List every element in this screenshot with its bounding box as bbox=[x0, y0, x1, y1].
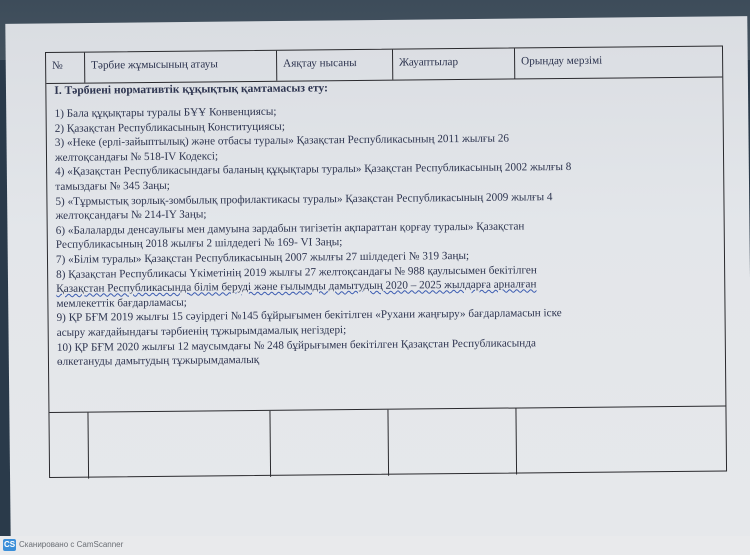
header-activity-name: Тәрбие жұмысының атауы bbox=[84, 51, 276, 83]
list-item: мемлекеттік бағдарламасы; bbox=[56, 296, 187, 310]
list-item: 2) Қазақстан Республикасының Конституциясы; bbox=[54, 120, 285, 135]
header-number: № bbox=[52, 59, 63, 72]
header-deadline: Орындау мерзімі bbox=[514, 46, 724, 78]
header-responsible: Жауаптылар bbox=[392, 48, 514, 79]
list-item: 8) Қазақстан Республикасы Үкіметінің 2019 жылғы 27 желтоқсандағы № 988 қаулысымен бекітілген bbox=[56, 263, 537, 281]
cell-divider bbox=[515, 408, 517, 474]
list-item: Қазақстан Республикасында білім беруді және ғылымды дамытудың 2020 – 2025 жылдарға арналған bbox=[56, 278, 537, 296]
scanner-watermark-text: Сканировано с CamScanner bbox=[19, 540, 124, 549]
plan-table bbox=[45, 45, 727, 477]
list-item: асыру жағдайындағы тәрбиенің тұжырымдамалық негіздері; bbox=[56, 324, 347, 339]
list-item: 1) Бала құқықтары туралы БҰҰ Конвенциясы; bbox=[54, 105, 277, 120]
list-item: 3) «Неке (ерлі-зайыптылық) және отбасы туралы» Қазақстан Республикасының 2011 жылғы 26 bbox=[54, 132, 510, 150]
list-item: өлкетануды дамытудың тұжырымдамалық bbox=[56, 354, 260, 368]
header-completion-form: Аяқтау нысаны bbox=[276, 50, 392, 81]
list-item: 9) ҚР БҒМ 2019 жылғы 15 сәуірдегі №145 бұйрығымен бекітілген «Рухани жаңғыру» бағдарламасын іске bbox=[56, 307, 562, 325]
list-item: 6) «Балаларды денсаулығы мен дамуына зардабын тигізетін ақпараттан қорғау туралы» Қазақстан bbox=[55, 220, 525, 237]
list-item: желтоқсандағы № 518-IV Кодексі; bbox=[54, 150, 219, 164]
cell-divider bbox=[387, 410, 389, 476]
list-item: 7) «Білім туралы» Қазақстан Республикасының 2007 жылғы 27 шілдедегі № 319 Заңы; bbox=[55, 249, 470, 266]
empty-table-row bbox=[49, 406, 726, 478]
list-item: 4) «Қазақстан Республикасындағы баланың құқықтары туралы» Қазақстан Республикасының 2002 жылғы 8 bbox=[55, 161, 572, 179]
section-body-cell bbox=[46, 76, 725, 412]
list-item: Республикасының 2018 жылғы 2 шілдедегі № 169- VI Заңы; bbox=[55, 236, 343, 252]
list-item: желтоқсандағы № 214-IY Заңы; bbox=[55, 208, 207, 223]
cell-divider bbox=[87, 413, 89, 479]
list-item: 10) ҚР БҒМ 2020 жылғы 12 маусымдағы № 248 бұйрығымен бекітілген Қазақстан Республикасында bbox=[56, 336, 536, 354]
cell-divider bbox=[269, 411, 271, 477]
section-title: I. Тәрбиені нормативтік құқықтық қамтамасыз ету: bbox=[54, 82, 328, 97]
camscanner-logo-icon: CS bbox=[3, 540, 16, 549]
list-item: 5) «Тұрмыстық зорлық-зомбылық профилактикасы туралы» Қазақстан Республикасының 2009 жылғы 4 bbox=[55, 190, 553, 208]
list-item: тамыздағы № 345 Заңы; bbox=[55, 179, 170, 193]
